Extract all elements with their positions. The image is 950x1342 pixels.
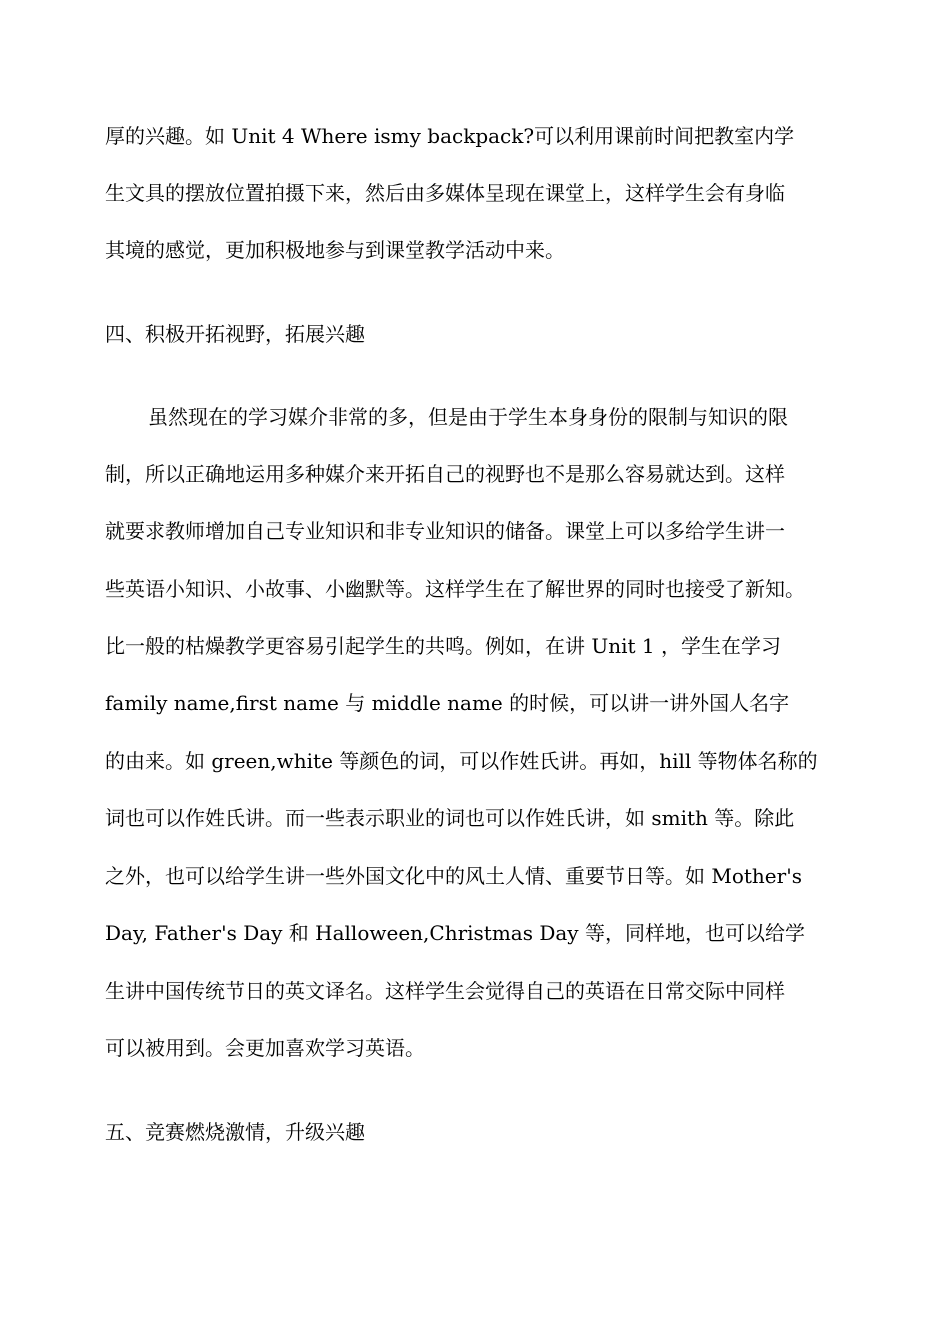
section-four-line-2: 制，所以正确地运用多种媒介来开拓自己的视野也不是那么容易就达到。这样 — [105, 462, 785, 486]
section-four-line-1: 虽然现在的学习媒介非常的多，但是由于学生本身身份的限制与知识的限 — [148, 405, 788, 429]
section-four-line-5: 比一般的枯燥教学更容易引起学生的共鸣。例如，在讲 Unit 1 ，学生在学习 — [105, 634, 781, 658]
section-four-line-4: 些英语小知识、小故事、小幽默等。这样学生在了解世界的同时也接受了新知。 — [105, 577, 805, 601]
section-four-line-8: 词也可以作姓氏讲。而一些表示职业的词也可以作姓氏讲，如 smith 等。除此 — [105, 806, 795, 830]
section-four-line-11: 生讲中国传统节日的英文译名。这样学生会觉得自己的英语在日常交际中同样 — [105, 979, 785, 1003]
intro-line-1: 厚的兴趣。如 Unit 4 Where ismy backpack?可以利用课前时间把教室内学 — [105, 124, 795, 148]
section-four-line-12: 可以被用到。会更加喜欢学习英语。 — [105, 1036, 425, 1060]
section-four-line-10: Day, Father's Day 和 Halloween,Christmas Day 等，同样地，也可以给学 — [105, 921, 805, 945]
section-four-heading: 四、积极开拓视野，拓展兴趣 — [105, 322, 365, 346]
intro-line-2: 生文具的摆放位置拍摄下来，然后由多媒体呈现在课堂上，这样学生会有身临 — [105, 181, 785, 205]
section-four-line-6: family name,first name 与 middle name 的时候，可以讲一讲外国人名字 — [105, 691, 790, 715]
section-four-line-3: 就要求教师增加自己专业知识和非专业知识的储备。课堂上可以多给学生讲一 — [105, 519, 785, 543]
section-four-line-7: 的由来。如 green,white 等颜色的词，可以作姓氏讲。再如，hill 等物体名称的 — [105, 749, 818, 773]
intro-line-3: 其境的感觉，更加积极地参与到课堂教学活动中来。 — [105, 238, 565, 262]
section-four-line-9: 之外，也可以给学生讲一些外国文化中的风土人情、重要节日等。如 Mother's — [105, 864, 802, 888]
section-five-heading: 五、竞赛燃烧激情，升级兴趣 — [105, 1120, 365, 1144]
